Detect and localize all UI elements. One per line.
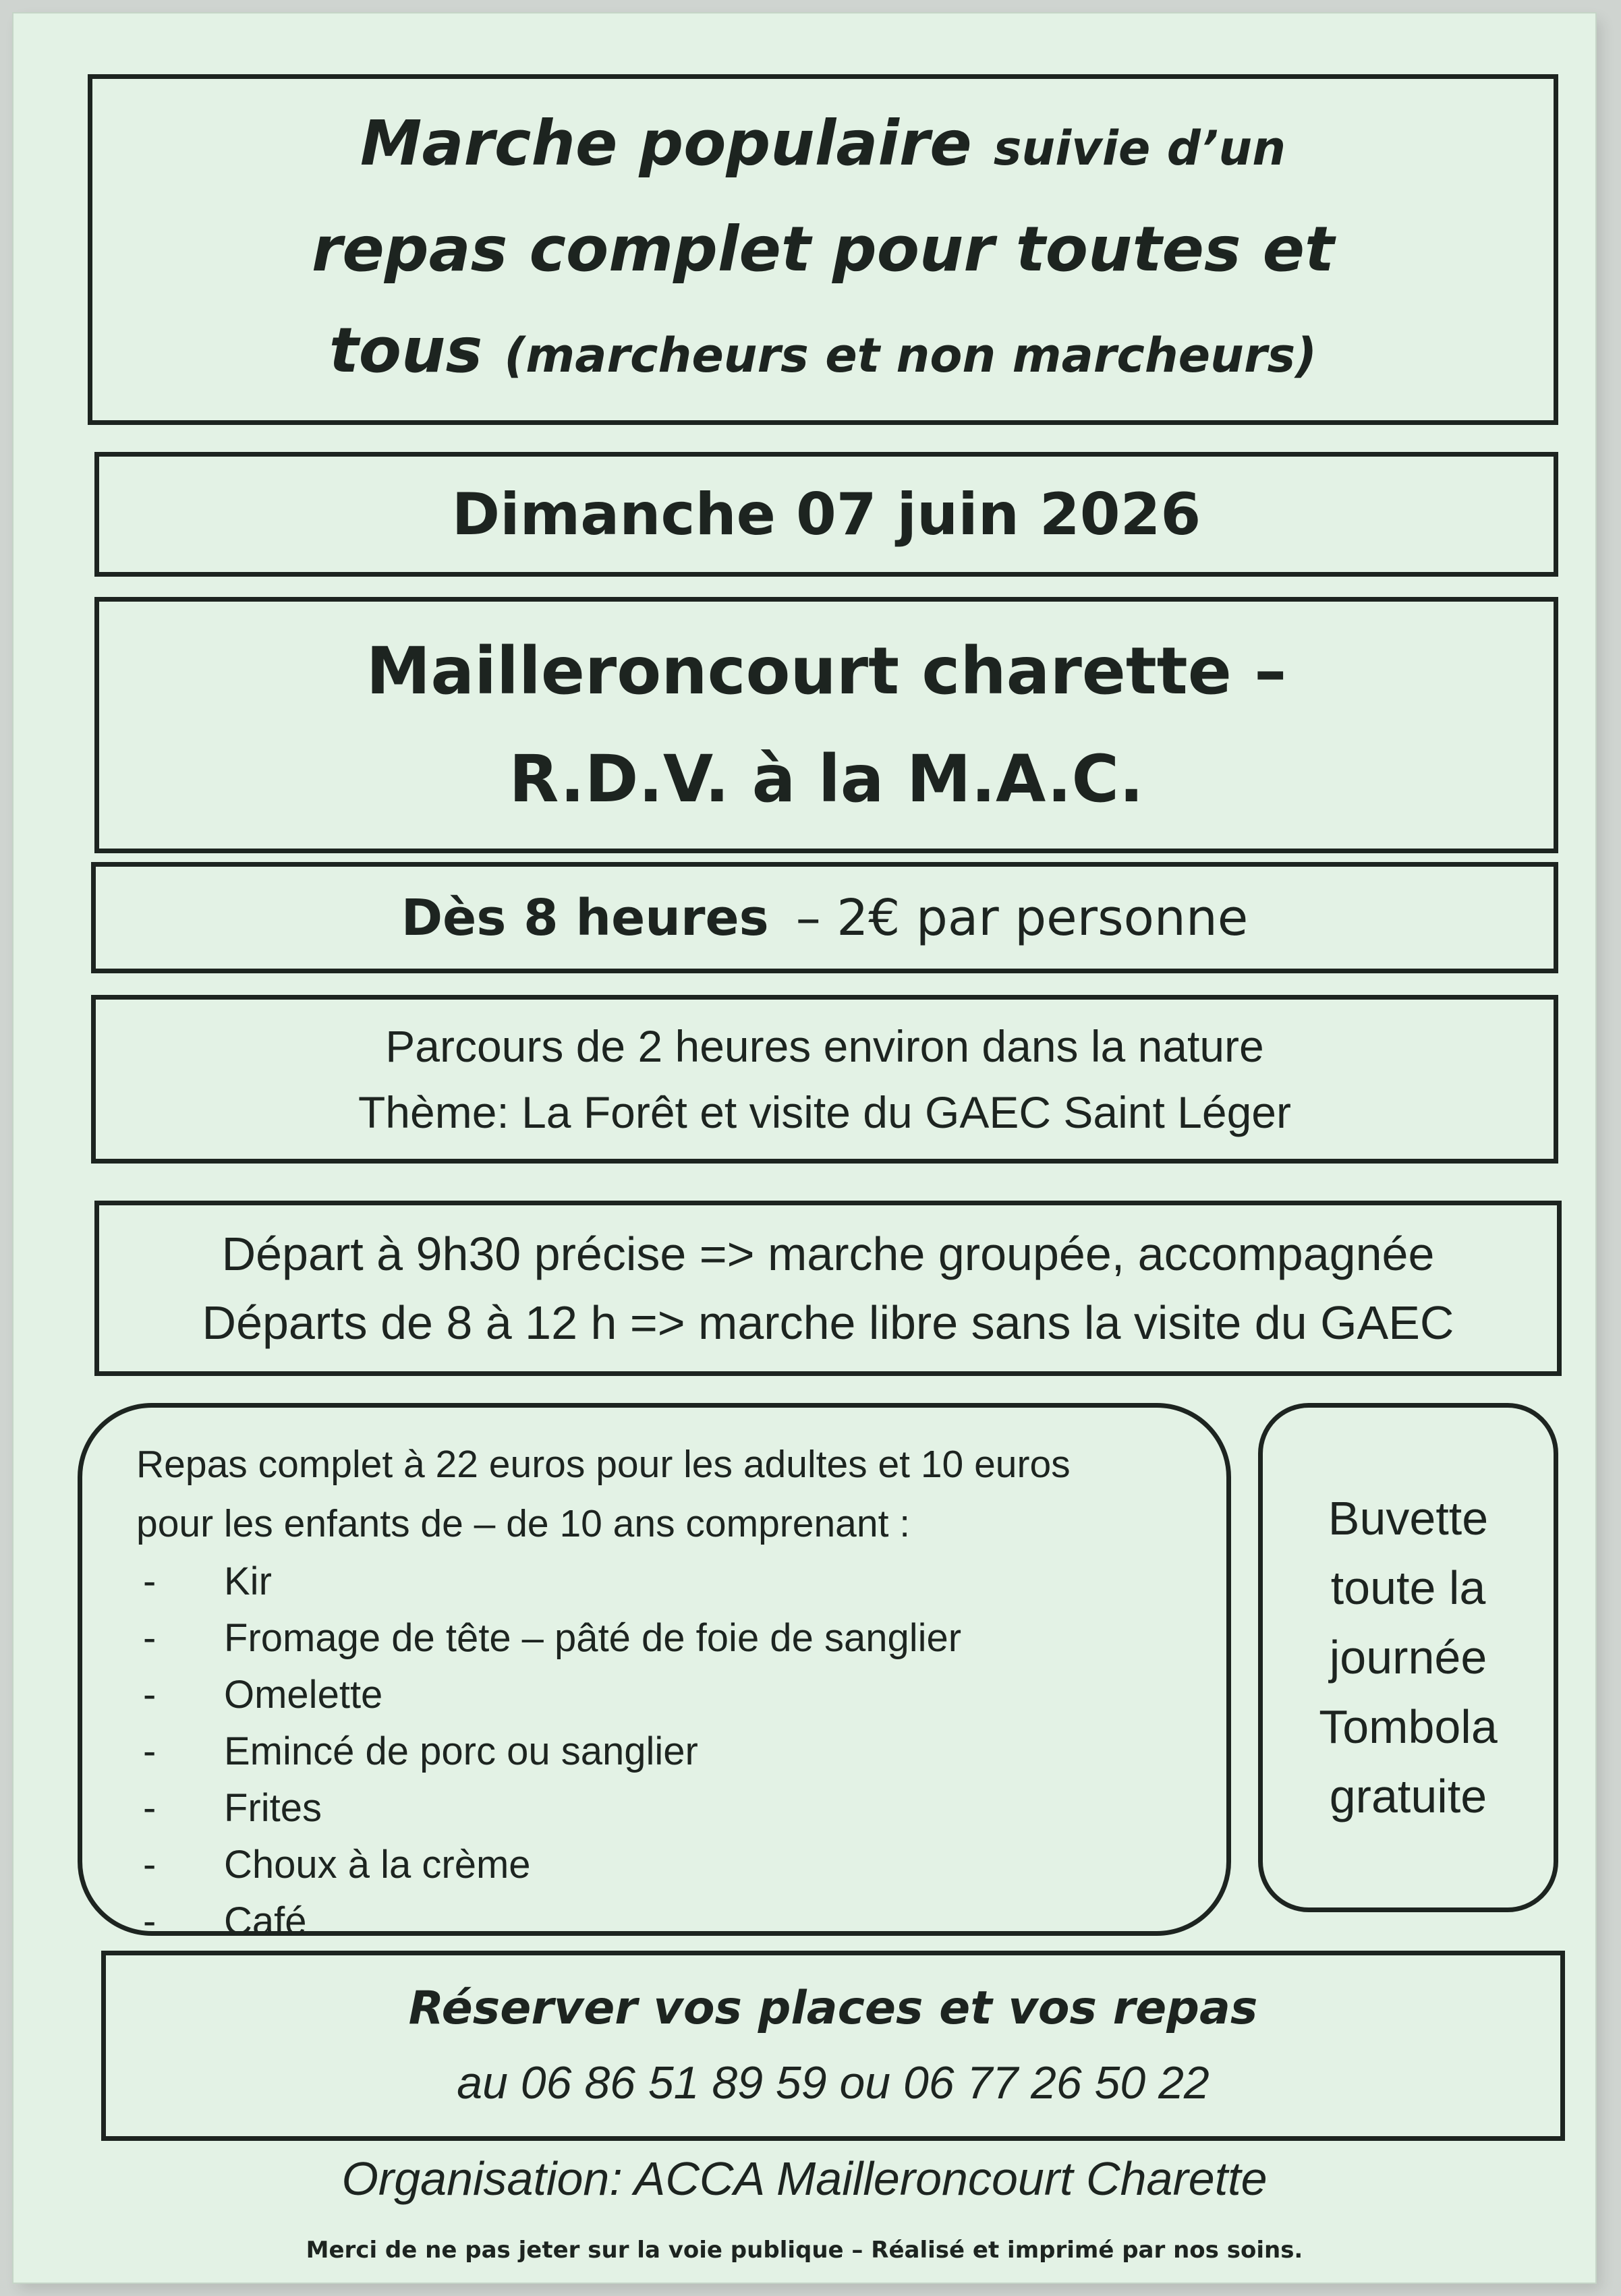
- title-parenthetical: (marcheurs et non marcheurs): [504, 328, 1317, 383]
- event-date: Dimanche 07 juin 2026: [451, 480, 1201, 548]
- list-item: [136, 1610, 1179, 1667]
- departures-box: [94, 1201, 1562, 1376]
- title-tous: tous: [329, 314, 483, 386]
- dash-bullet: -: [143, 1559, 157, 1603]
- list-item: [136, 1553, 1179, 1610]
- reservation-line-1: Réserver vos places et vos repas: [408, 1982, 1258, 2035]
- buvette-box: [1258, 1403, 1558, 1912]
- meal-list: [136, 1553, 1179, 1950]
- organisation: Organisation: ACCA Mailleroncourt Charette: [341, 2152, 1268, 2205]
- start-time: Dès 8 heures: [401, 888, 769, 947]
- buvette-line-5: gratuite: [1329, 1770, 1487, 1823]
- place-line-2: R.D.V. à la M.A.C.: [509, 741, 1144, 817]
- meal-intro-1: Repas complet à 22 euros pour les adultes et 10 euros: [136, 1443, 1071, 1486]
- route-box: [91, 995, 1558, 1164]
- footer-note: Merci de ne pas jeter sur la voie publique – Réalisé et imprimé par nos soins.: [306, 2237, 1303, 2264]
- departure-line-2: Départs de 8 à 12 h => marche libre sans la visite du GAEC: [202, 1296, 1454, 1349]
- title-line-1: [360, 93, 1286, 199]
- meal-intro-2: pour les enfants de – de 10 ans comprenant :: [136, 1502, 911, 1545]
- buvette-line-3: journée: [1329, 1631, 1487, 1684]
- title-line-3: [329, 300, 1317, 406]
- list-item: [136, 1723, 1179, 1780]
- title-main: Marche populaire: [360, 107, 972, 179]
- list-item: [136, 1837, 1179, 1893]
- dash-bullet: -: [143, 1786, 157, 1830]
- route-line-2: Thème: La Forêt et visite du GAEC Saint Léger: [358, 1087, 1291, 1137]
- list-item: [136, 1667, 1179, 1723]
- dash-bullet: -: [143, 1729, 157, 1773]
- price: – 2€ par personne: [795, 888, 1249, 947]
- dash-bullet: -: [143, 1899, 157, 1943]
- meal-item: Kir: [224, 1559, 272, 1603]
- buvette-line-4: Tombola: [1319, 1700, 1498, 1753]
- meal-item: Frites: [224, 1786, 322, 1830]
- meal-item: Fromage de tête – pâté de foie de sanglier: [224, 1616, 962, 1660]
- title-small: suivie d’un: [993, 121, 1286, 176]
- meal-item: Emincé de porc ou sanglier: [224, 1729, 698, 1773]
- place-line-1: Mailleroncourt charette –: [366, 633, 1287, 709]
- dash-bullet: -: [143, 1673, 157, 1717]
- place-box: [94, 597, 1558, 853]
- dash-bullet: -: [143, 1616, 157, 1660]
- route-line-1: Parcours de 2 heures environ dans la nature: [385, 1021, 1264, 1071]
- list-item: [136, 1780, 1179, 1837]
- meal-item: Omelette: [224, 1673, 383, 1717]
- dash-bullet: -: [143, 1843, 157, 1887]
- reservation-phone: au 06 86 51 89 59 ou 06 77 26 50 22: [457, 2057, 1210, 2108]
- buvette-line-2: toute la: [1330, 1561, 1486, 1614]
- list-item: [136, 1893, 1179, 1950]
- title-box: [88, 74, 1558, 425]
- meal-item: Café: [224, 1899, 307, 1943]
- hours-box: [91, 862, 1558, 973]
- departure-line-1: Départ à 9h30 précise => marche groupée, accompagnée: [221, 1228, 1435, 1280]
- buvette-line-1: Buvette: [1328, 1492, 1489, 1545]
- meal-box: [78, 1403, 1231, 1943]
- flyer-sheet: [13, 13, 1595, 2283]
- meal-item: Choux à la crème: [224, 1843, 531, 1887]
- title-line-2: repas complet pour toutes et: [311, 213, 1335, 285]
- date-box: [94, 452, 1558, 577]
- reservation-box: [101, 1951, 1565, 2141]
